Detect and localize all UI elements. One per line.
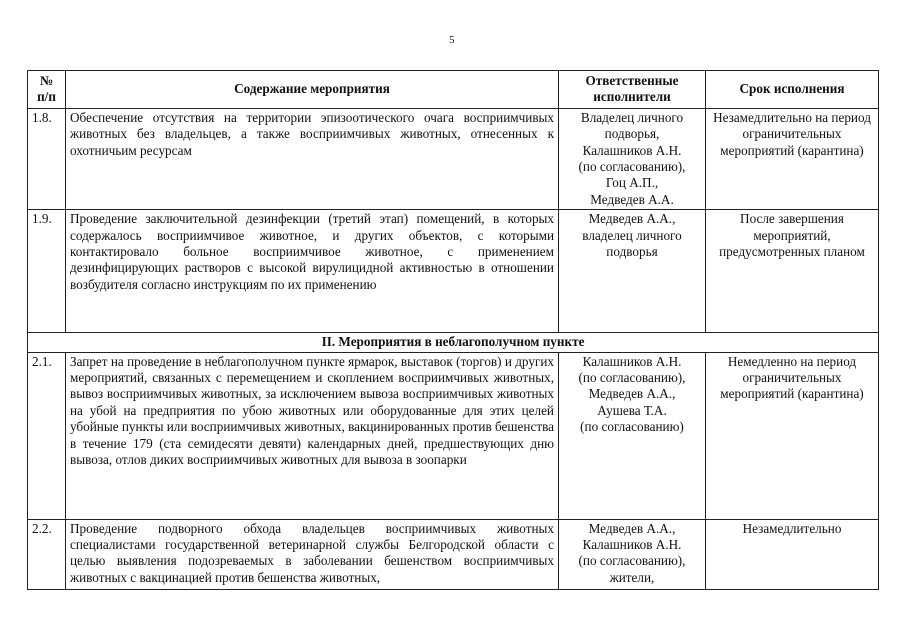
row-term: Незамедлительно (706, 519, 879, 589)
section-row (28, 333, 879, 352)
row-content: Обеспечение отсутствия на территории эпизоотического очага восприимчивых животных без владельцев, а также восприимчивых животных, отнесенных к охотничьим ресурсам (66, 108, 559, 209)
header-content: Содержание мероприятия (66, 71, 559, 109)
row-term: Незамедлительно на период ограничительных мероприятий (карантина) (706, 108, 879, 209)
row-term: Немедленно на период ограничительных мероприятий (карантина) (706, 352, 879, 519)
page-number: 5 (449, 34, 455, 46)
row-content: Запрет на проведение в неблагополучном пункте ярмарок, выставок (торгов) и других мероприятий, связанных с перемещением и скоплением восприимчивых животных, вывоз восприимчивых животных, за исключением вывоза восприимчивых животных на убой на предприятия по убою животных или оборудованные для этих целей убойные пункты или восприимчивых животных, вакцинированных против бешенства в течение 179 (ста семидесяти девяти) календарных дней, предшествующих дню вывоза, отлов диких восприимчивых животных для вывоза в зоопарки (66, 352, 559, 519)
row-number: 2.2. (28, 519, 66, 589)
row-content: Проведение подворного обхода владельцев восприимчивых животных специалистами государственной ветеринарной службы Белгородской области с целью выявления подозреваемых в заболевании бешенством восприимчивых животных с вакцинацией против бешенства животных, (66, 519, 559, 589)
row-responsible: Медведев А.А., Калашников А.Н. (по согласованию), жители, (559, 519, 706, 589)
row-number: 1.8. (28, 108, 66, 209)
row-number: 2.1. (28, 352, 66, 519)
header-term: Срок исполнения (706, 71, 879, 109)
header-number: № п/п (28, 71, 66, 109)
row-responsible: Калашников А.Н. (по согласованию), Медведев А.А., Аушева Т.А. (по согласованию) (559, 352, 706, 519)
row-responsible: Владелец личного подворья, Калашников А.Н. (по согласованию), Гоц А.П., Медведев А.А. (559, 108, 706, 209)
table-header-row (28, 71, 879, 109)
row-content: Проведение заключительной дезинфекции (третий этап) помещений, в которых содержалось восприимчивое животное, и других объектов, с которыми контактировало больное восприимчивое животное, с применением дезинфицирующих растворов с высокой вирулицидной активностью в отношении возбудителя согласно инструкциям по их применению (66, 210, 559, 333)
row-responsible: Медведев А.А., владелец личного подворья (559, 210, 706, 333)
section-title: II. Мероприятия в неблагополучном пункте (28, 333, 879, 352)
table-row (28, 352, 879, 519)
header-responsible: Ответственные исполнители (559, 71, 706, 109)
row-term: После завершения мероприятий, предусмотренных планом (706, 210, 879, 333)
row-number: 1.9. (28, 210, 66, 333)
table-row (28, 108, 879, 209)
action-plan-table (27, 70, 879, 590)
table-row (28, 210, 879, 333)
table-row (28, 519, 879, 589)
